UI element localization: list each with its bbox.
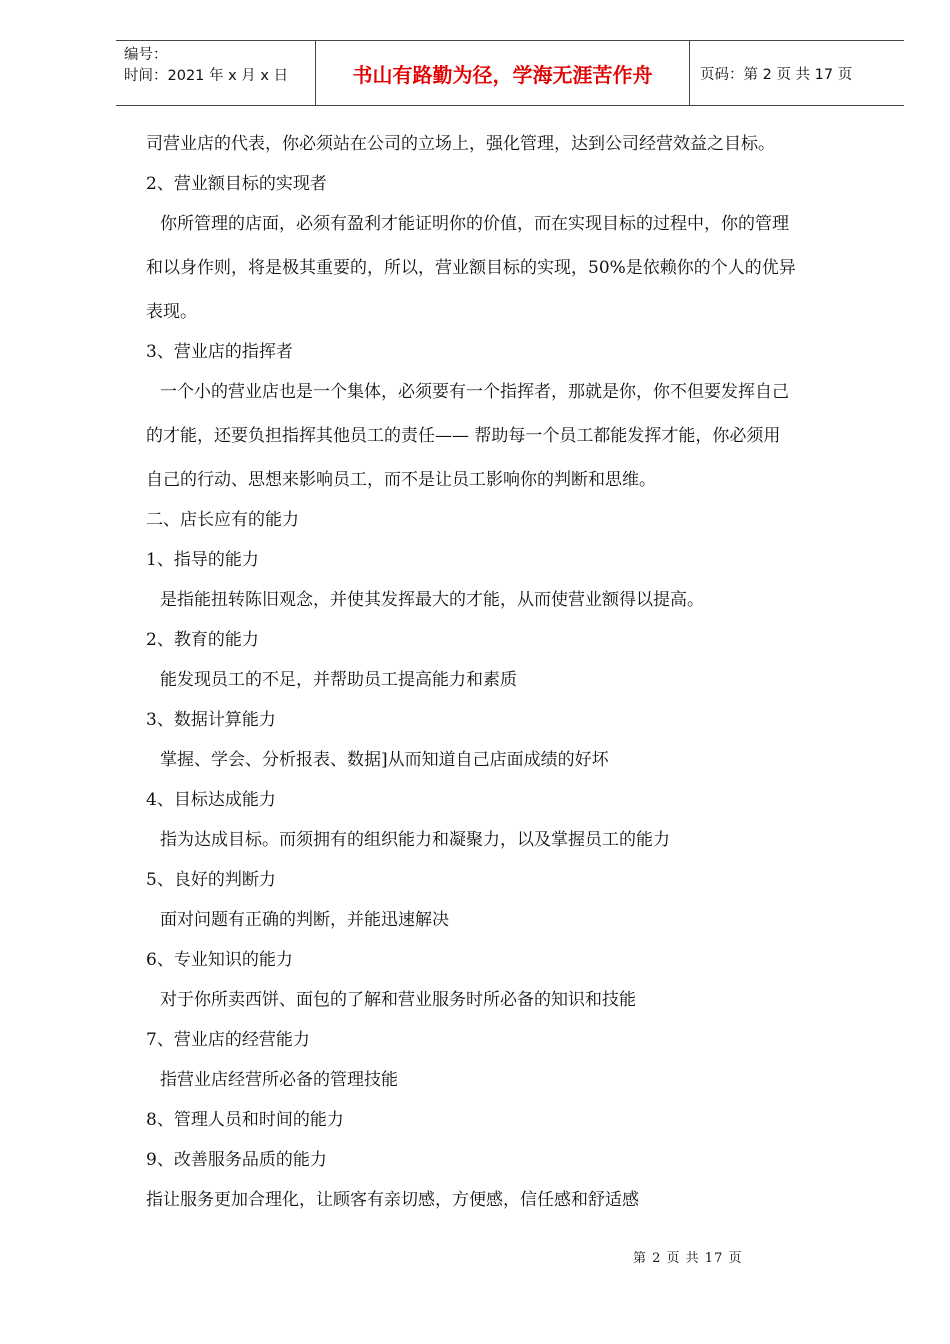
body-line: 面对问题有正确的判断，并能迅速解决: [160, 910, 449, 930]
body-line: 7、营业店的经营能力: [146, 1030, 310, 1050]
page-footer: 第 2 页 共 17 页: [633, 1251, 743, 1266]
body-line: 掌握、学会、分析报表、数据]从而知道自己店面成绩的好坏: [160, 750, 609, 770]
body-line: 对于你所卖西饼、面包的了解和营业服务时所必备的知识和技能: [160, 990, 636, 1010]
body-line: 能发现员工的不足，并帮助员工提高能力和素质: [160, 670, 517, 690]
body-line: 自己的行动、思想来影响员工，而不是让员工影响你的判断和思维。: [146, 470, 656, 490]
code-label: 编号：: [124, 47, 168, 63]
header-meta-cell: [116, 41, 316, 105]
body-line: 3、数据计算能力: [146, 710, 276, 730]
body-line: 你所管理的店面，必须有盈利才能证明你的价值，而在实现目标的过程中，你的管理: [160, 214, 789, 234]
page-header: [116, 40, 904, 106]
header-motto: 书山有路勤为径，学海无涯苦作舟: [316, 41, 690, 105]
body-line: 表现。: [146, 302, 197, 322]
body-line: 一个小的营业店也是一个集体，必须要有一个指挥者，那就是你，你不但要发挥自己: [160, 382, 789, 402]
body-line: 是指能扭转陈旧观念，并使其发挥最大的才能，从而使营业额得以提高。: [160, 590, 704, 610]
body-line: 二、店长应有的能力: [146, 510, 299, 530]
body-line: 和以身作则，将是极其重要的，所以，营业额目标的实现，50%是依赖你的个人的优异: [146, 258, 796, 278]
body-line: 司营业店的代表，你必须站在公司的立场上，强化管理，达到公司经营效益之目标。: [146, 134, 775, 154]
body-line: 5、良好的判断力: [146, 870, 276, 890]
body-line: 9、改善服务品质的能力: [146, 1150, 327, 1170]
body-line: 4、目标达成能力: [146, 790, 276, 810]
body-line: 6、专业知识的能力: [146, 950, 293, 970]
body-line: 2、营业额目标的实现者: [146, 174, 327, 194]
body-line: 1、指导的能力: [146, 550, 259, 570]
body-line: 指让服务更加合理化，让顾客有亲切感，方便感，信任感和舒适感: [146, 1190, 639, 1210]
header-page-label: 页码：第 2 页 共 17 页: [700, 66, 853, 83]
body-line: 8、管理人员和时间的能力: [146, 1110, 344, 1130]
body-line: 指为达成目标。而须拥有的组织能力和凝聚力，以及掌握员工的能力: [160, 830, 670, 850]
body-line: 指营业店经营所必备的管理技能: [160, 1070, 398, 1090]
body-line: 3、营业店的指挥者: [146, 342, 293, 362]
body-line: 的才能，还要负担指挥其他员工的责任—— 帮助每一个员工都能发挥才能，你必须用: [146, 426, 781, 446]
time-label: 时间：2021 年 x 月 x 日: [124, 68, 289, 84]
body-line: 2、教育的能力: [146, 630, 259, 650]
